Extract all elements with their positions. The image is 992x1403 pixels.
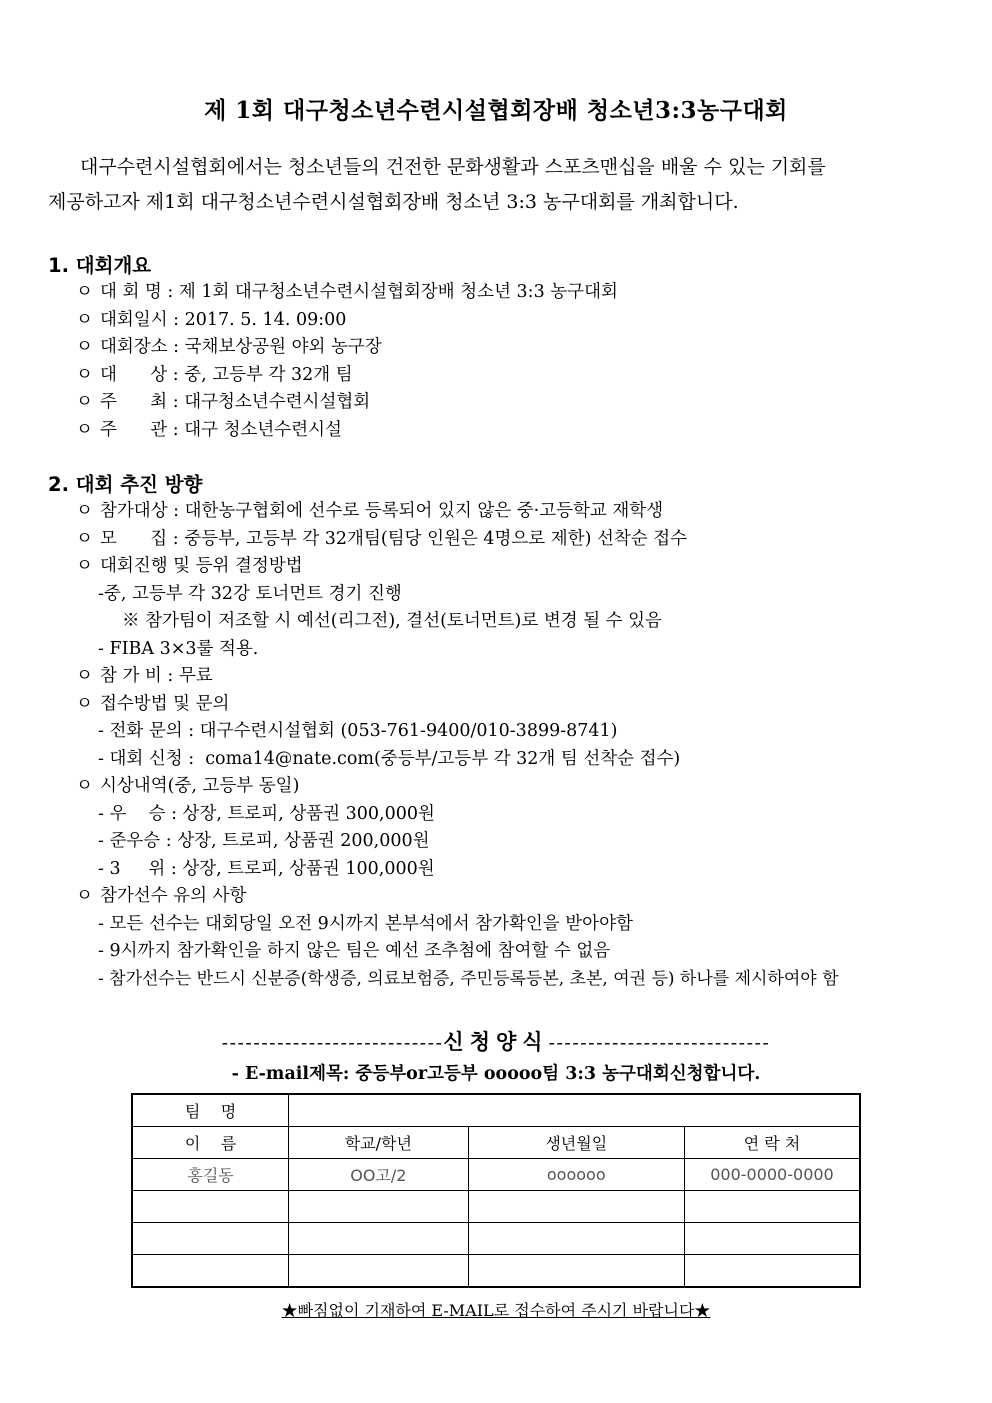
blank-cell[interactable] (289, 1255, 468, 1288)
form-heading (0, 1026, 992, 1056)
sample-contact: 000-0000-0000 (684, 1159, 860, 1191)
bullet-circle: ㅇ (76, 501, 93, 521)
team-name-input-cell[interactable] (289, 1094, 860, 1127)
list-item: ㅇ 대 회 명 : 제 1회 대구청소년수련시설협회장배 청소년 3:3 농구대회 (76, 279, 956, 307)
list-subitem: - 참가선수는 반드시 신분증(학생증, 의료보험증, 주민등록등본, 초본, 여권 등) 하나를 제시하여야 함 (98, 968, 839, 989)
document-title: 제 1회 대구청소년수련시설협회장배 청소년3:3농구대회 (204, 97, 788, 124)
blank-cell[interactable] (684, 1191, 860, 1223)
bullet-circle: ㅇ (76, 666, 93, 686)
section-2-list (76, 498, 956, 993)
header-school-grade: 학교/학년 (289, 1127, 468, 1159)
list-item: ㅇ 대회일시 : 2017. 5. 14. 09:00 (76, 307, 956, 335)
blank-cell[interactable] (684, 1255, 860, 1288)
email-subject-instruction: - E-mail제목: 중등부or고등부 ooooo팀 3:3 농구대회신청합니다. (231, 1064, 761, 1084)
list-item: ㅇ 참가대상 : 대한농구협회에 선수로 등록되어 있지 않은 중·고등학교 재학생 (76, 498, 956, 526)
footer-notice (0, 1298, 992, 1321)
sample-row (132, 1159, 860, 1191)
bullet-circle: ㅇ (76, 337, 93, 357)
section-1-heading: 1. 대회개요 (48, 254, 152, 277)
list-subitem: - 9시까지 참가확인을 하지 않은 팀은 예선 조추첨에 참여할 수 없음 (98, 941, 611, 961)
bullet-circle: ㅇ (76, 392, 93, 412)
blank-cell[interactable] (132, 1191, 289, 1223)
list-item: ㅇ 대 상 : 중, 고등부 각 32개 팀 (76, 362, 956, 390)
list-note: ※ 참가팀이 저조할 시 예선(리그전), 결선(토너먼트)로 변경 될 수 있음 (122, 611, 662, 631)
list-item: ㅇ 주 최 : 대구청소년수련시설협회 (76, 389, 956, 417)
bullet-circle: ㅇ (76, 282, 93, 302)
bullet-circle: ㅇ (76, 556, 93, 576)
list-item: ㅇ 참가선수 유의 사항 (76, 883, 956, 911)
intro-line-2: 제공하고자 제1회 대구청소년수련시설협회장배 청소년 3:3 농구대회를 개최합니다. (48, 191, 739, 213)
blank-cell[interactable] (132, 1255, 289, 1288)
header-name: 이 름 (132, 1127, 289, 1159)
list-subitem: - 우 승 : 상장, 트로피, 상품권 300,000원 (98, 803, 435, 824)
section-2-heading: 2. 대회 추진 방향 (48, 473, 203, 496)
blank-cell[interactable] (684, 1223, 860, 1255)
bullet-circle: ㅇ (76, 419, 93, 440)
team-name-label: 팀 명 (132, 1094, 289, 1127)
bullet-circle: ㅇ (76, 309, 93, 330)
list-item: ㅇ 대회진행 및 등위 결정방법 (76, 553, 956, 581)
table-row (132, 1223, 860, 1255)
list-subitem: - 준우승 : 상장, 트로피, 상품권 200,000원 (98, 831, 430, 851)
list-item: ㅇ 주 관 : 대구 청소년수련시설 (76, 417, 956, 445)
list-subitem: - FIBA 3×3룰 적용. (98, 638, 259, 659)
intro-line-1: 대구수련시설협회에서는 청소년들의 건전한 문화생활과 스포츠맨십을 배울 수 있는 기회를 (80, 156, 826, 178)
list-item: ㅇ 참 가 비 : 무료 (76, 663, 956, 691)
divider-dashes-right: ---------------------------- (548, 1032, 771, 1054)
bullet-circle: ㅇ (76, 693, 93, 714)
blank-cell[interactable] (468, 1223, 684, 1255)
bullet-circle: ㅇ (76, 528, 93, 549)
blank-cell[interactable] (468, 1191, 684, 1223)
blank-cell[interactable] (289, 1191, 468, 1223)
section-1-list (76, 279, 956, 444)
sample-name: 홍길동 (132, 1159, 289, 1191)
list-subitem: - 전화 문의 : 대구수련시설협회 (053-761-9400/010-3899-8741) (98, 721, 618, 741)
divider-dashes-left: ---------------------------- (221, 1032, 444, 1054)
header-birthdate: 생년월일 (468, 1127, 684, 1159)
header-contact: 연 락 처 (684, 1127, 860, 1159)
sample-birthdate: oooooo (468, 1159, 684, 1191)
bullet-circle: ㅇ (76, 776, 93, 796)
list-subitem: - 모든 선수는 대회당일 오전 9시까지 본부석에서 참가확인을 받아야함 (98, 913, 633, 934)
bullet-circle: ㅇ (76, 364, 93, 385)
footer-text: ★빠짐없이 기재하여 E-MAIL로 접수하여 주시기 바랍니다★ (281, 1301, 711, 1320)
list-item: ㅇ 대회장소 : 국채보상공원 야외 농구장 (76, 334, 956, 362)
list-subitem: -중, 고등부 각 32강 토너먼트 경기 진행 (98, 583, 402, 604)
form-heading-label: 신청양식 (443, 1029, 549, 1054)
sample-school-grade: OO고/2 (289, 1159, 468, 1191)
list-item: ㅇ 모 집 : 중등부, 고등부 각 32개팀(팀당 인원은 4명으로 제한) 선착순 접수 (76, 526, 956, 554)
list-item: ㅇ 접수방법 및 문의 (76, 691, 956, 719)
list-subitem: - 대회 신청 : coma14@nate.com(중등부/고등부 각 32개 팀 선착순 접수) (98, 748, 681, 769)
list-item: ㅇ 시상내역(중, 고등부 동일) (76, 773, 956, 801)
blank-cell[interactable] (289, 1223, 468, 1255)
bullet-circle: ㅇ (76, 886, 93, 906)
application-form-table (131, 1093, 861, 1288)
list-subitem: - 3 위 : 상장, 트로피, 상품권 100,000원 (98, 858, 435, 879)
table-row (132, 1191, 860, 1223)
blank-cell[interactable] (468, 1255, 684, 1288)
intro-paragraph (48, 150, 948, 220)
table-row (132, 1255, 860, 1288)
table-header-row (132, 1127, 860, 1159)
blank-cell[interactable] (132, 1223, 289, 1255)
team-name-row (132, 1094, 860, 1127)
